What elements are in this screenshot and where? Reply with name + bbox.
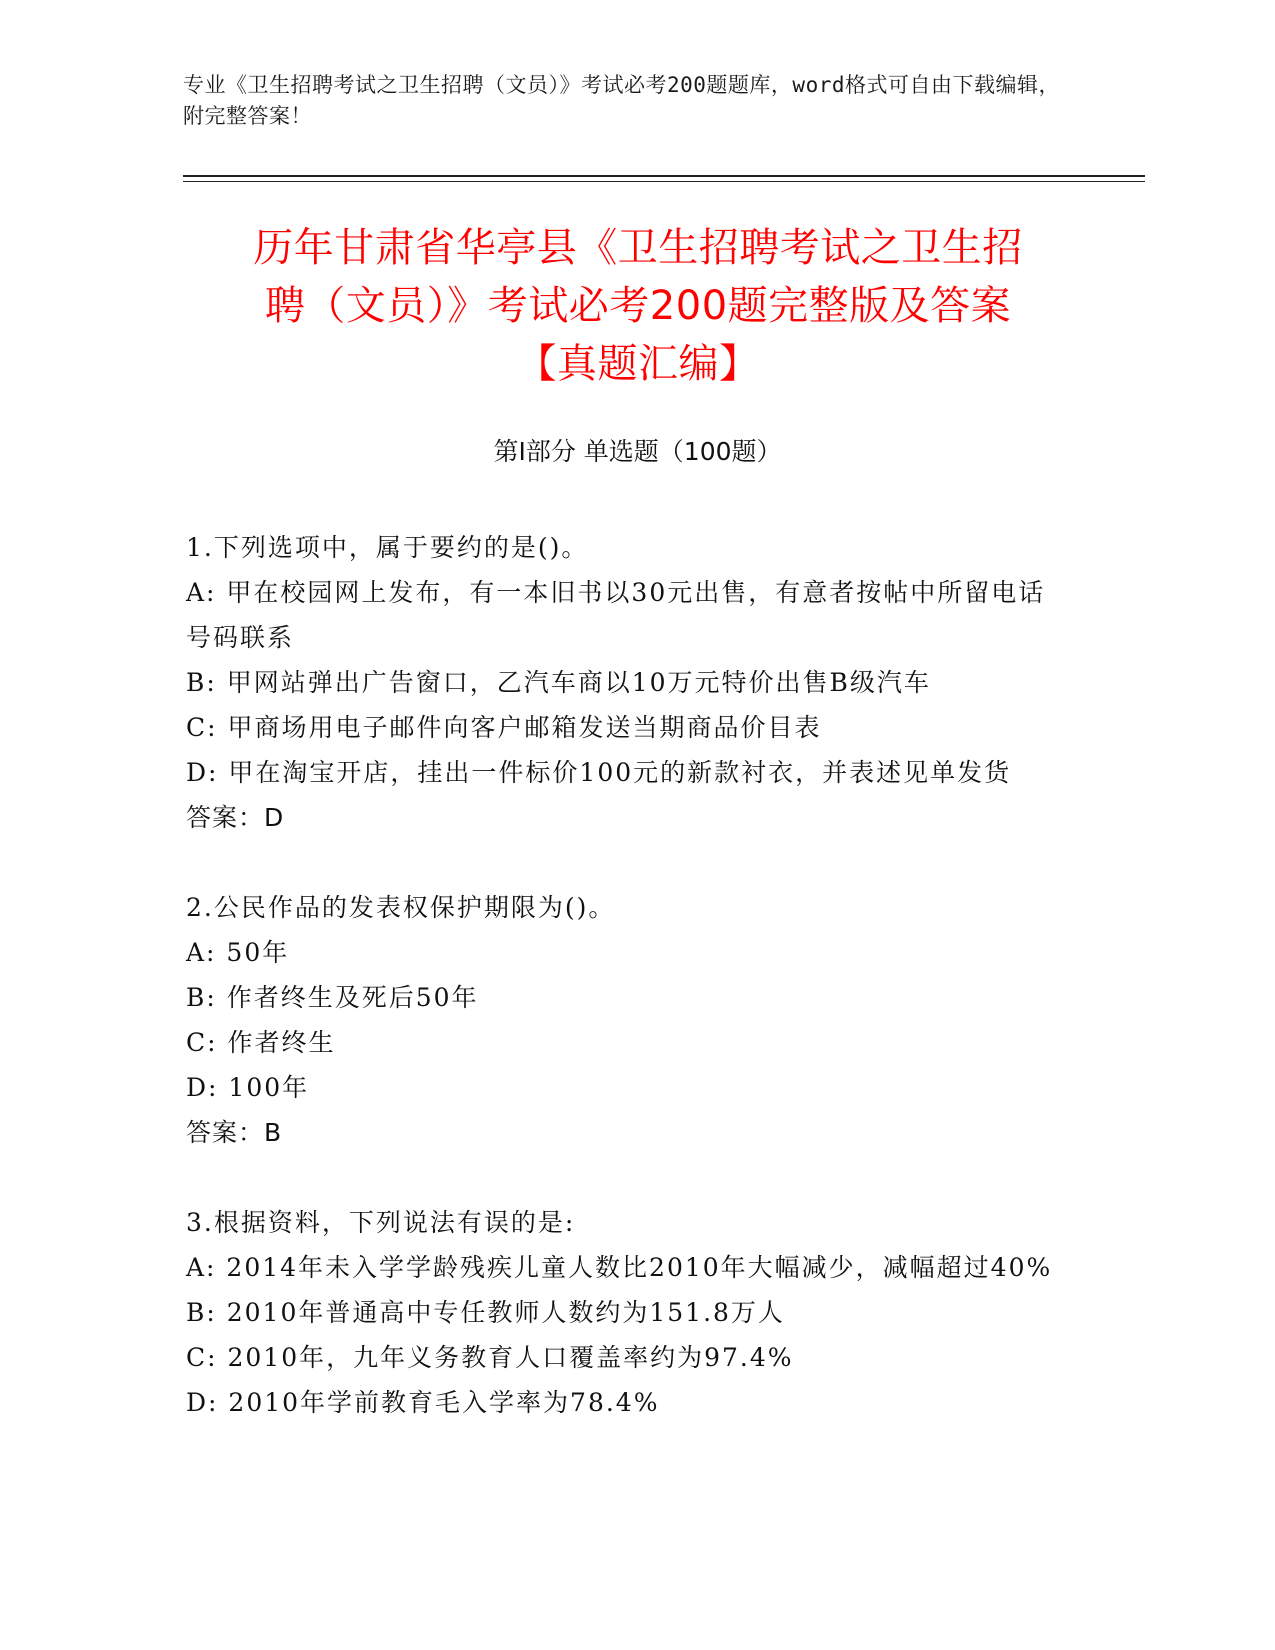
question-stem: 1.下列选项中，属于要约的是()。 <box>186 533 589 562</box>
option-b: B: 2010年普通高中专任教师人数约为151.8万人 <box>186 1298 785 1327</box>
spacer <box>186 840 1066 885</box>
answer-text: 答案：D <box>186 803 285 832</box>
question-stem: 3.根据资料，下列说法有误的是: <box>186 1208 576 1237</box>
question-block <box>186 885 1066 1155</box>
header-note: 专业《卫生招聘考试之卫生招聘（文员）》考试必考200题题库，word格式可自由下载编辑，附完整答案！ <box>183 73 1060 128</box>
spacer <box>186 1155 1066 1200</box>
option-d: D: 甲在淘宝开店，挂出一件标价100元的新款衬衣，并表述见单发货 <box>186 758 1012 787</box>
option-d: D: 100年 <box>186 1073 310 1102</box>
section-title: 第I部分 单选题（100题） <box>493 437 782 466</box>
title-line-3: 【真题汇编】 <box>516 341 760 387</box>
option-a: A: 2014年未入学学龄残疾儿童人数比2010年大幅减少，减幅超过40% <box>186 1253 1053 1282</box>
option-b: B: 甲网站弹出广告窗口，乙汽车商以10万元特价出售B级汽车 <box>186 668 931 697</box>
option-d: D: 2010年学前教育毛入学率为78.4% <box>186 1388 660 1417</box>
option-c: C: 2010年，九年义务教育人口覆盖率约为97.4% <box>186 1343 794 1372</box>
question-block <box>186 525 1066 840</box>
title-line-1: 历年甘肃省华亭县《卫生招聘考试之卫生招 <box>253 225 1023 271</box>
document-title <box>183 219 1093 393</box>
option-a: A: 50年 <box>186 938 290 967</box>
question-block <box>186 1200 1066 1425</box>
title-line-2: 聘（文员）》考试必考200题完整版及答案 <box>264 283 1012 329</box>
option-c: C: 甲商场用电子邮件向客户邮箱发送当期商品价目表 <box>186 713 822 742</box>
header-rule-thick <box>183 175 1145 177</box>
header-rule-thin <box>183 181 1145 182</box>
option-c: C: 作者终生 <box>186 1028 336 1057</box>
option-a: A: 甲在校园网上发布，有一本旧书以30元出售，有意者按帖中所留电话号码联系 <box>186 578 1046 652</box>
question-stem: 2.公民作品的发表权保护期限为()。 <box>186 893 616 922</box>
answer-text: 答案：B <box>186 1118 283 1147</box>
question-list <box>186 525 1066 1425</box>
option-b: B: 作者终生及死后50年 <box>186 983 479 1012</box>
